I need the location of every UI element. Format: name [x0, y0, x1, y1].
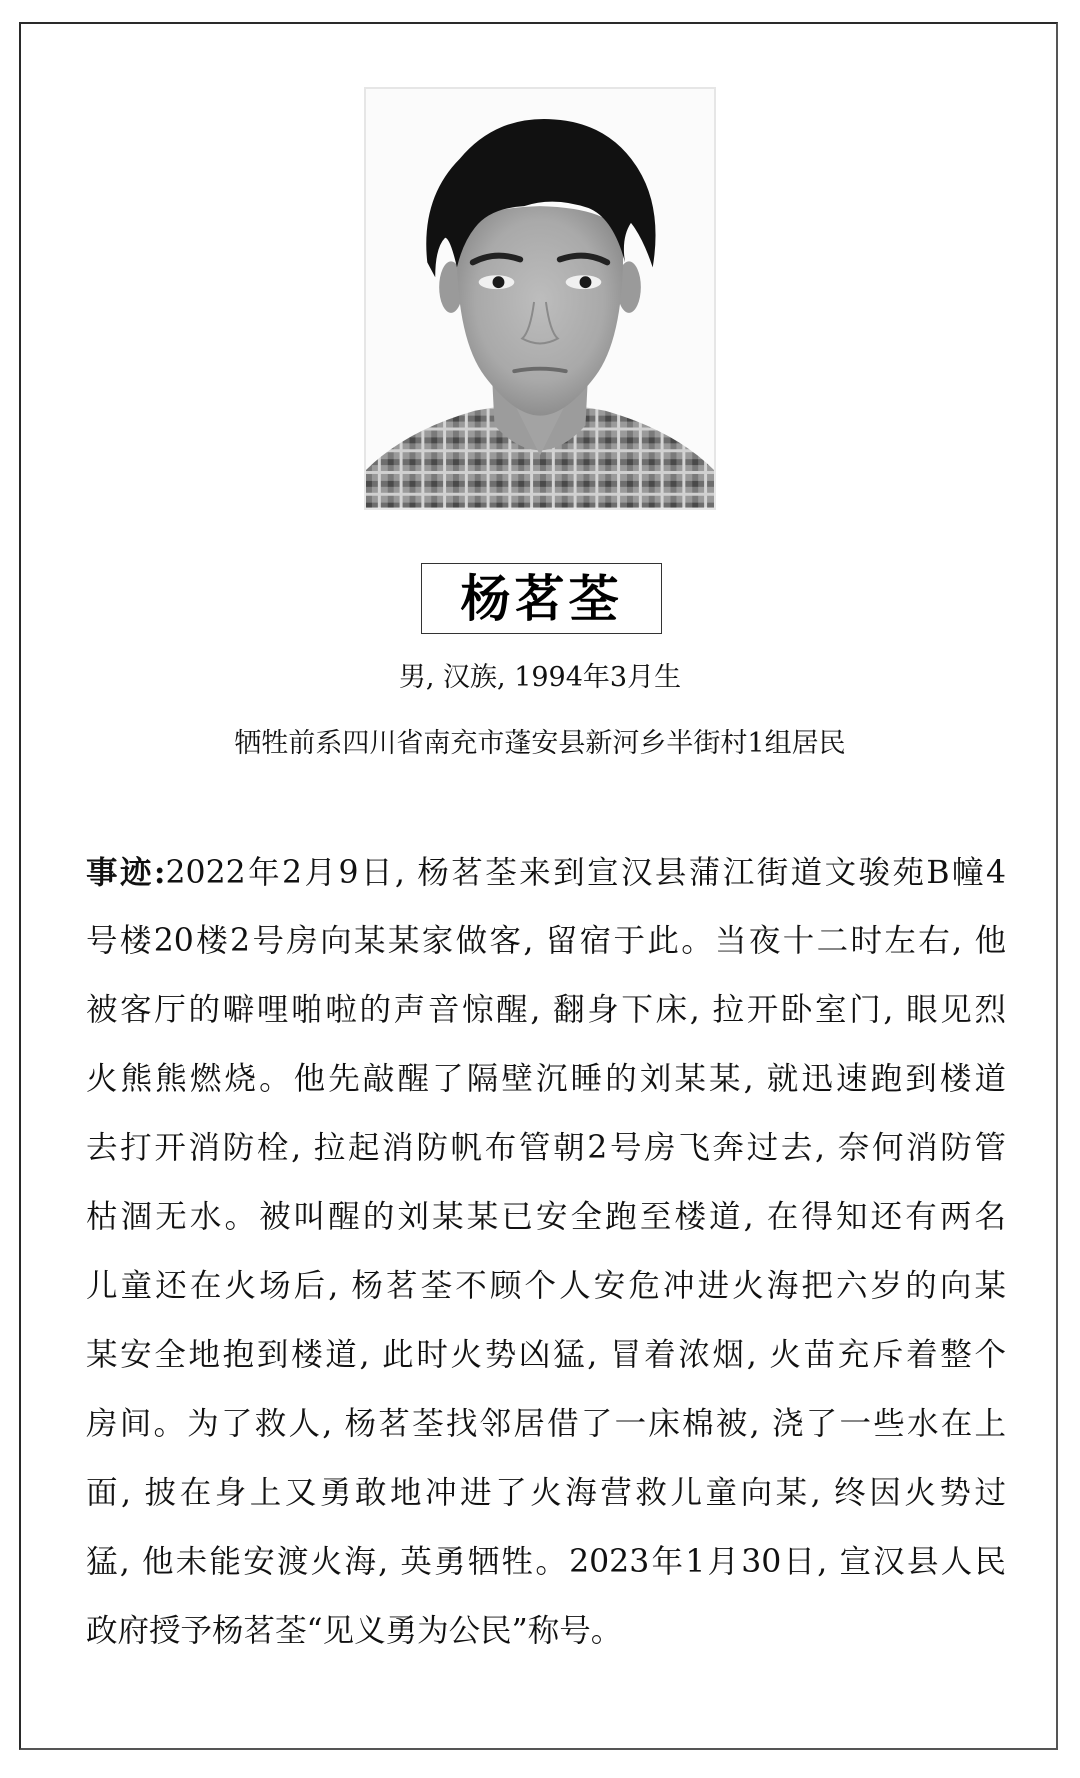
portrait-photo: [364, 87, 716, 510]
deeds-line: [86, 838, 1006, 907]
deeds-line: 被客厅的噼哩啪啦的声音惊醒, 翻身下床, 拉开卧室门, 眼见烈: [86, 992, 1006, 1028]
deeds-line: 儿童还在火场后, 杨茗荃不顾个人安危冲进火海把六岁的向某: [86, 1268, 1006, 1304]
person-portrait-icon: [366, 89, 714, 508]
deeds-line: 枯涸无水。被叫醒的刘某某已安全跑至楼道, 在得知还有两名: [86, 1199, 1006, 1235]
deeds-line: 某安全地抱到楼道, 此时火势凶猛, 冒着浓烟, 火苗充斥着整个: [86, 1337, 1006, 1373]
deeds-line: 去打开消防栓, 拉起消防帆布管朝2号房飞奔过去, 奈何消防管: [86, 1130, 1006, 1166]
deeds-line: 房间。为了救人, 杨茗荃找邻居借了一床棉被, 浇了一些水在上: [86, 1406, 1006, 1442]
bio-gender-ethnicity-birth: 男, 汉族, 1994年3月生: [398, 662, 682, 693]
deeds-line-text: 2022年2月9日, 杨茗荃来到宣汉县蒲江街道文骏苑B幢4: [165, 855, 1006, 891]
deeds-line: 猛, 他未能安渡火海, 英勇牺牲。2023年1月30日, 宣汉县人民: [86, 1544, 1006, 1580]
deeds-line: 面, 披在身上又勇敢地冲进了火海营救儿童向某, 终因火势过: [86, 1475, 1006, 1511]
person-name: 杨茗荃: [460, 568, 623, 628]
deeds-paragraph: [86, 838, 1006, 1666]
bio-residence: 牺牲前系四川省南充市蓬安县新河乡半街村1组居民: [234, 728, 846, 759]
deeds-line: 号楼20楼2号房向某某家做客, 留宿于此。当夜十二时左右, 他: [86, 923, 1006, 959]
deeds-line: 政府授予杨茗荃“见义勇为公民”称号。: [86, 1613, 623, 1649]
deeds-label: 事迹:: [86, 854, 166, 891]
name-box: [421, 563, 662, 634]
deeds-line: 火熊熊燃烧。他先敲醒了隔壁沉睡的刘某某, 就迅速跑到楼道: [86, 1061, 1006, 1097]
